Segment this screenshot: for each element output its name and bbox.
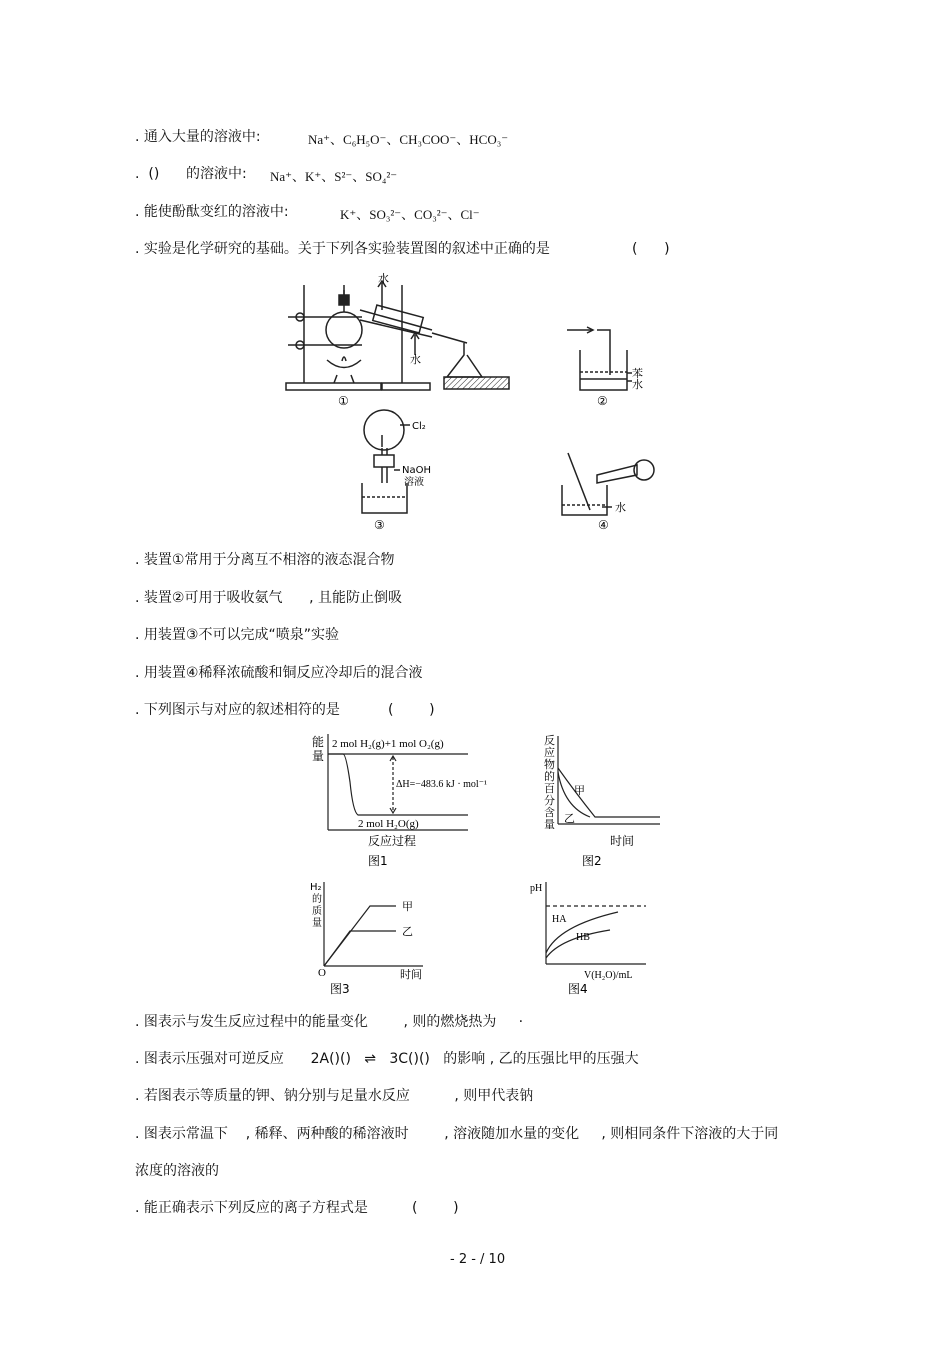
- fig1-caption: 图1: [368, 854, 388, 868]
- ion-question-2-ions: Na⁺、K⁺、S²⁻、SO₄²⁻: [270, 169, 398, 184]
- fig2-curve-yi: 乙: [564, 812, 575, 825]
- label-water-top: 水: [378, 272, 389, 285]
- label-water-4: 水: [615, 501, 626, 514]
- label-device-2: ②: [597, 394, 608, 408]
- apparatus-figure: [282, 272, 682, 532]
- ion-question-3-label: . 能使酚酞变红的溶液中:: [135, 204, 289, 220]
- ion-question-3-ions: K⁺、SO₃²⁻、CO₃²⁻、Cl⁻: [340, 207, 480, 222]
- figure-1: [308, 732, 498, 872]
- label-device-4: ④: [598, 518, 609, 532]
- fig3-ylabel-1: 的: [312, 894, 322, 905]
- apparatus-question-stem: . 实验是化学研究的基础。关于下列各实验装置图的叙述中正确的是: [135, 241, 550, 257]
- figure-3: [308, 878, 448, 1003]
- fig3-ylabel-3: 量: [312, 918, 322, 929]
- ion-question-2: [135, 165, 247, 183]
- ion-question-2-label: . () 的溶液中:: [135, 166, 247, 182]
- figure-4: [528, 878, 668, 1003]
- fig2-ylabel-3: 的: [544, 770, 555, 783]
- fig3-curve-yi: 乙: [402, 925, 413, 938]
- fig3-xlabel: 时间: [400, 968, 422, 981]
- graph-option-d: . 图表示常温下 , 稀释、两种酸的稀溶液时 , 溶液随加水量的变化 , 则相同条件下溶液的大于同: [135, 1126, 779, 1142]
- fig3-ylabel-2: 质: [312, 906, 322, 917]
- ionic-question-paren: ( ): [412, 1200, 459, 1216]
- fig1-xlabel: 反应过程: [368, 834, 417, 848]
- graph-option-a: . 图表示与发生反应过程中的能量变化 , 则的燃烧热为 ·: [135, 1014, 524, 1030]
- label-cl2: Cl₂: [412, 421, 426, 432]
- fig2-caption: 图2: [582, 854, 602, 868]
- fig1-top-level: 2 mol H₂(g)+1 mol O₂(g): [332, 738, 444, 750]
- fig3-ylabel: [310, 882, 322, 929]
- label-water-bottom: 水: [410, 353, 421, 366]
- label-water-2: 水: [632, 378, 643, 391]
- label-device-3: ③: [374, 518, 385, 532]
- ion-question-1-label: . 通入大量的溶液中:: [135, 129, 261, 145]
- ion-question-1: [135, 128, 261, 146]
- label-device-1: ①: [338, 394, 349, 408]
- graph-question-paren: ( ): [388, 702, 435, 718]
- apparatus-option-c: . 用装置③不可以完成“喷泉”实验: [135, 627, 339, 643]
- fig4-caption: 图4: [568, 982, 588, 996]
- fig4-curve-hb: HB: [576, 932, 590, 943]
- fig3-caption: 图3: [330, 982, 350, 996]
- fig3-origin: O: [318, 967, 326, 979]
- apparatus-option-d: . 用装置④稀释浓硫酸和铜反应冷却后的混合液: [135, 665, 423, 681]
- ion-question-1-ions: Na⁺、C₆H₅O⁻、CH₃COO⁻、HCO₃⁻: [308, 132, 509, 147]
- fig1-ylabel-1: 能: [312, 735, 325, 749]
- fig4-ylabel: pH: [530, 883, 543, 894]
- fig3-ylabel-0: H₂: [310, 882, 322, 893]
- fig2-ylabel-2: 物: [544, 758, 555, 771]
- label-naoh-solution: 溶液: [404, 477, 424, 488]
- fig2-curve-jia: 甲: [574, 784, 585, 797]
- fig2-ylabel: [544, 734, 555, 831]
- ion-question-3: [135, 203, 289, 221]
- fig1-delta-h: ΔH=−483.6 kJ · mol⁻¹: [396, 779, 487, 790]
- apparatus-option-a: . 装置①常用于分离互不相溶的液态混合物: [135, 552, 395, 568]
- fig4-xlabel: V(H₂O)/mL: [584, 970, 633, 981]
- fig2-ylabel-1: 应: [544, 746, 555, 759]
- fig3-curve-jia: 甲: [402, 900, 413, 913]
- fig1-ylabel-2: 量: [312, 749, 325, 763]
- graph-option-d-continued: 浓度的溶液的: [135, 1163, 219, 1179]
- fig2-xlabel: 时间: [610, 834, 635, 848]
- fig2-ylabel-0: 反: [544, 734, 555, 747]
- apparatus-question-paren: ( ): [632, 241, 670, 257]
- graph-option-b: . 图表示压强对可逆反应 2A()() ⇌ 3C()() 的影响 , 乙的压强比甲的压强大: [135, 1051, 639, 1067]
- fig2-ylabel-6: 含: [544, 806, 555, 819]
- page-number: - 2 - / 10: [450, 1252, 506, 1267]
- apparatus-option-b: . 装置②可用于吸收氨气 , 且能防止倒吸: [135, 590, 403, 606]
- fig2-ylabel-7: 量: [544, 818, 555, 831]
- figure-2: [540, 732, 680, 872]
- graph-question-stem: . 下列图示与对应的叙述相符的是: [135, 702, 340, 718]
- label-benzene: 苯: [632, 367, 643, 380]
- fig4-curve-ha: HA: [552, 914, 567, 925]
- label-naoh: NaOH: [402, 465, 431, 476]
- graph-option-c: . 若图表示等质量的钾、钠分别与足量水反应 , 则甲代表钠: [135, 1088, 534, 1104]
- ionic-question-stem: . 能正确表示下列反应的离子方程式是: [135, 1200, 368, 1216]
- fig2-ylabel-5: 分: [544, 794, 555, 807]
- fig1-bottom-level: 2 mol H₂O(g): [358, 818, 419, 830]
- fig2-ylabel-4: 百: [544, 782, 555, 795]
